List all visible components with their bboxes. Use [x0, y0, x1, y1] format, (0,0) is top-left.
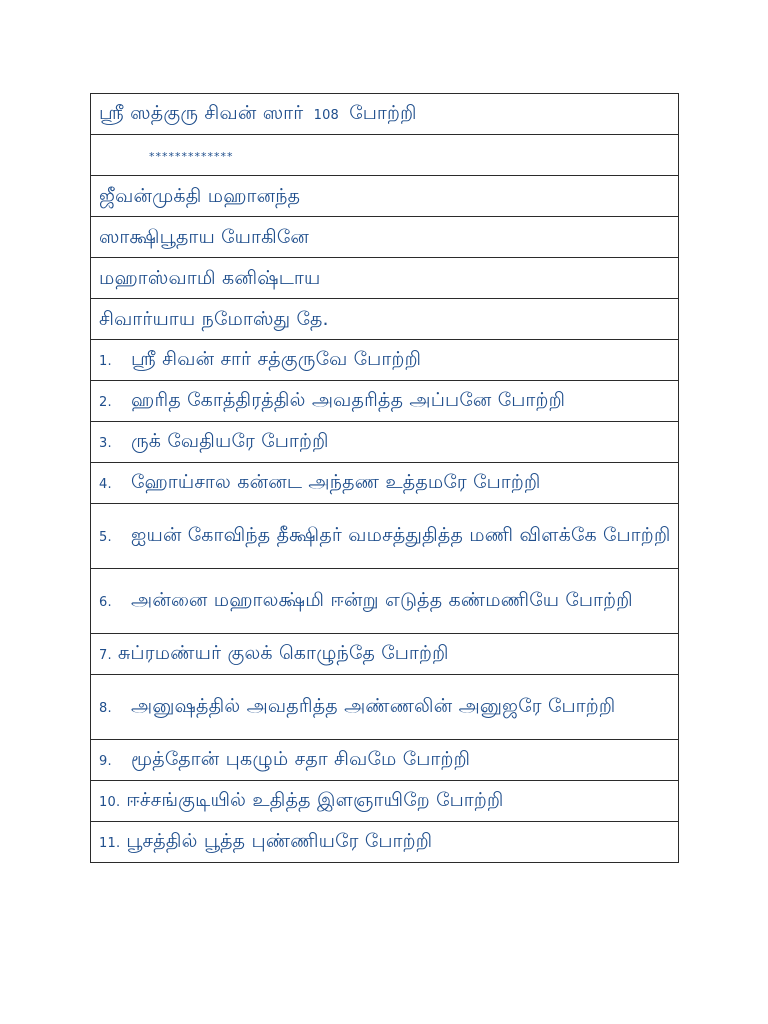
list-item: [91, 822, 679, 863]
verse-row: [91, 217, 679, 258]
verse-row: [91, 299, 679, 340]
item-number: 3.: [99, 435, 112, 451]
list-item: [91, 381, 679, 422]
title-number: 108: [313, 107, 340, 123]
item-number: 7.: [99, 647, 112, 663]
list-item-cell: [91, 781, 679, 822]
item-text: ருக் வேதியரே போற்றி: [131, 429, 329, 452]
title-suffix: போற்றி: [349, 101, 417, 124]
title-cell: [91, 94, 679, 135]
asterisk-divider: *************: [149, 149, 234, 163]
verse-line: மஹாஸ்வாமி கனிஷ்டாய: [91, 258, 679, 299]
item-text: அன்னை மஹாலக்ஷ்மி ஈன்று எடுத்த கண்மணியே போற்றி: [131, 588, 633, 611]
list-item: [91, 634, 679, 675]
verse-line: சிவார்யாய நமோஸ்து தே.: [91, 299, 679, 340]
list-item: [91, 463, 679, 504]
list-item-cell: [91, 634, 679, 675]
list-item: [91, 422, 679, 463]
item-number: 11.: [99, 835, 121, 851]
divider-row: [91, 135, 679, 176]
list-item: [91, 569, 679, 634]
verse-line: ஜீவன்முக்தி மஹானந்த: [91, 176, 679, 217]
item-number: 10.: [99, 794, 121, 810]
item-text: ஸ்ரீ சிவன் சார் சத்குருவே போற்றி: [131, 347, 422, 370]
item-number: 1.: [99, 353, 112, 369]
verse-line: ஸாக்ஷிபூதாய யோகினே: [91, 217, 679, 258]
list-item-cell: [91, 504, 679, 569]
list-item-cell: [91, 381, 679, 422]
list-item-cell: [91, 740, 679, 781]
list-item-cell: [91, 463, 679, 504]
item-text: பூசத்தில் பூத்த புண்ணியரே போற்றி: [126, 829, 433, 852]
list-item: [91, 340, 679, 381]
verse-row: [91, 176, 679, 217]
list-item: [91, 781, 679, 822]
item-text: ஐயன் கோவிந்த தீக்ஷிதர் வமசத்துதித்த மணி விளக்கே போற்றி: [131, 523, 671, 546]
list-item-cell: [91, 675, 679, 740]
item-number: 6.: [99, 594, 112, 610]
item-number: 9.: [99, 753, 112, 769]
divider-cell: [91, 135, 679, 176]
item-text: அனுஷத்தில் அவதரித்த அண்ணலின் அனுஜரே போற்றி: [131, 694, 616, 717]
list-item: [91, 504, 679, 569]
verse-row: [91, 258, 679, 299]
item-number: 4.: [99, 476, 112, 492]
item-text: சுப்ரமண்யர் குலக் கொழுந்தே போற்றி: [117, 641, 449, 664]
list-item-cell: [91, 422, 679, 463]
title-row: [91, 94, 679, 135]
item-text: ஹரித கோத்திரத்தில் அவதரித்த அப்பனே போற்றி: [131, 388, 566, 411]
title-text: ஸ்ரீ ஸத்குரு சிவன் ஸார்: [99, 101, 304, 124]
item-number: 5.: [99, 529, 112, 545]
item-number: 2.: [99, 394, 112, 410]
item-text: ஈச்சங்குடியில் உதித்த இளஞாயிறே போற்றி: [126, 788, 504, 811]
list-item: [91, 740, 679, 781]
stotra-table: [90, 93, 679, 863]
item-number: 8.: [99, 700, 112, 716]
list-item-cell: [91, 822, 679, 863]
list-item-cell: [91, 340, 679, 381]
item-text: ஹோய்சால கன்னட அந்தண உத்தமரே போற்றி: [131, 470, 541, 493]
list-item: [91, 675, 679, 740]
item-text: மூத்தோன் புகழும் சதா சிவமே போற்றி: [131, 747, 471, 770]
list-item-cell: [91, 569, 679, 634]
